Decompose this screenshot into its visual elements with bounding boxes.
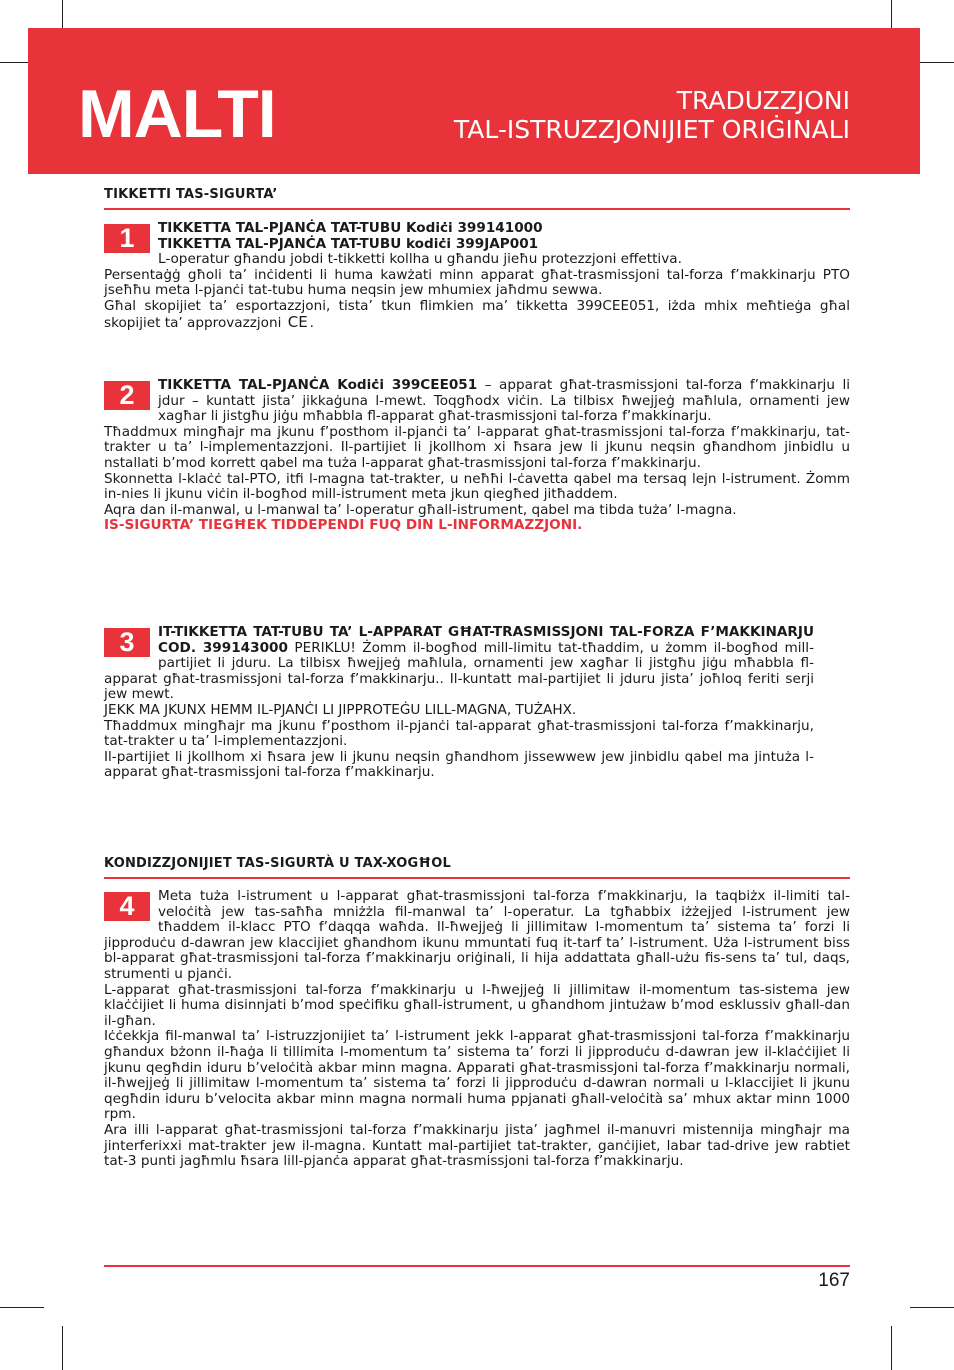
item-3 — [104, 625, 814, 781]
item-1-title-1: TIKKETTA TAL-PJANĊA TAT-TUBU Kodiċi 399141000 — [158, 220, 543, 236]
safety-warning: IS-SIGURTA’ TIEGĦEK TIDDEPENDI FUQ DIN L-INFORMAZZJONI. — [104, 517, 583, 534]
ce-mark-icon: CE — [287, 312, 308, 331]
item-1-titles: TIKKETTA TAL-PJANĊA TAT-TUBU Kodiċi 399141000 TIKKETTA TAL-PJANĊA TAT-TUBU kodiċi 399JAP001 L-operatur għandu jobdi t-tikketti kollha u għandu jieħu protezzjoni effettiva. Persentaġġ għoli ta’ inċidenti li huma kawżati minn apparat għat-trasmissjoni tal-forza f’makkinarju PTO jseħħu meta l-pjanċi tat-tubu huma neqsin jew mhumiex jaħdmu sewwa. Għal skopijiet ta’ esportazzjoni, tista’ tkun flimkien ma’ tikketta 399CEE051, iżda mhix meħtieġa għal skopijiet ta’ approvazzjoni CE . — [104, 220, 850, 331]
item-2-text — [104, 378, 850, 534]
item-3-paragraph-4: Il-partijiet li jkollhom xi ħsara jew li jkunu neqsin għandhom jissewwew jew jinbidlu qabel ma jintuża l-apparat għat-trasmissjoni tal-forza f’makkinarju. — [104, 748, 814, 781]
item-number-badge: 4 — [104, 892, 150, 921]
item-3-lead: IT-TIKKETTA TAT-TUBU TA’ L-APPARAT GĦAT-TRASMISSJONI TAL-FORZA F’MAKKINARJU COD. 399143000 — [158, 624, 814, 656]
item-4-paragraph-1: Meta tuża l-istrument u l-apparat għat-trasmissjoni tal-forza f’makkinarju, la taqbiżx il-limiti tal-veloċità jew tas-saħħa mniżżla fil-manwal ta’ l-operatur. La tgħabbix iżżejjed l-istrument jew tħaddem il-klacc PTO f’daqqa waħda. Il-ħwejjeġ li jillimitaw l-momentum ta’ sistema ta’ forzi li jipproduċu d-dawran jew klaccijiet għandhom ikunu mmuntati fuq it-tarf ta’ l-istrument. Uża l-istrument biss bl-apparat għat-trasmissjoni tal-forza f’makkinarju oriġinali, li hija addattata għall-użu fis-sens ta’ tul, daqs, strumenti u pjanċi. — [104, 888, 850, 982]
item-4 — [104, 889, 850, 1170]
crop-mark — [910, 1307, 954, 1308]
item-number-badge: 3 — [104, 628, 150, 657]
item-4-text — [104, 889, 850, 1170]
item-2-paragraph-4: Aqra dan il-manwal, u l-manwal ta’ l-operatur għall-istrument, qabel ma tibda tuża’ l-magna. — [104, 501, 737, 518]
item-1 — [104, 221, 850, 331]
crop-mark — [891, 1326, 892, 1370]
item-1-paragraph-3: Għal skopijiet ta’ esportazzjoni, tista’ tkun flimkien ma’ tikketta 399CEE051, iżda mhix meħtieġa għal skopijiet ta’ approvazzjoni — [104, 297, 850, 331]
item-2-lead: TIKKETTA TAL-PJANĊA Kodiċi 399CEE051 — [158, 377, 478, 393]
item-4-paragraph-4: Ara illi l-apparat għat-trasmissjoni tal-forza f’makkinarju jista’ jagħmel il-manuvri mistennija mingħajr ma jinterferixxi mat-trakter jew il-magna. Kuntatt mal-partijiet tat-trakter, ganċijiet, labar tad-drive jew rabtiet tat-3 punti jagħmlu ħsara lill-pjanċa apparat għat-trasmissjoni tal-forza f’makkinarju. — [104, 1121, 850, 1170]
crop-mark — [0, 1307, 44, 1308]
language-title: MALTI — [78, 76, 276, 152]
item-1-paragraph-1: L-operatur għandu jobdi t-tikketti kollha u għandu jieħu protezzjoni effettiva. — [158, 251, 682, 268]
item-4-paragraph-2: L-apparat għat-trasmissjoni tal-forza f’makkinarju u l-ħwejjeġ li jillimitaw il-momentum tas-sistema jew klaċċijiet li huma disinnjati b’mod speċifiku għall-istrument, u għandhom jintużaw b’mod esklussiv għall-dan il-għan. — [104, 981, 850, 1029]
item-2-paragraph-3: Skonnetta l-klaċċ tal-PTO, itfi l-magna tat-trakter, u neħħi l-ċavetta qabel ma tersaq lejn l-istrument. Żomm in-nies li jkunu viċin il-bogħod mill-istrument meta jkun qiegħed jitħaddem. — [104, 470, 850, 503]
footer-divider — [104, 1265, 850, 1267]
item-2-paragraph-2: Tħaddmux mingħajr ma jkunu f’posthom il-pjanċi ta’ l-apparat għat-trasmissjoni tal-forza f’makkinarju, tat-trakter u ta’ l-implementazzjoni. Il-partijiet li jkollhom xi ħsara jew li jkunu neqsin għandhom jinbidlu u nstallati b’mod korrett qabel ma tuża l-apparat għat-trasmissjoni tal-forza f’makkinarju. — [104, 423, 850, 471]
document-title — [454, 86, 850, 144]
item-1-paragraph-2: Persentaġġ għoli ta’ inċidenti li huma kawżati minn apparat għat-trasmissjoni tal-forza f’makkinarju PTO jseħħu meta l-pjanċi tat-tubu huma neqsin jew mhumiex jaħdmu sewwa. — [104, 266, 850, 299]
item-2-paragraph-1: – apparat għat-trasmissjoni tal-forza f’makkinarju li jdur – kuntatt jista’ jikkaġuna l-mewt. Toqgħodx viċin. La tilbisx ħwejjeġ maħlula, ornamenti jew xagħar li jistgħu jiġu mħabbla fl-apparat għat-trasmissjoni tal-forza f’makkinarju. — [158, 377, 850, 425]
section-heading-conditions: KONDIZZJONIJIET TAS-SIGURTÀ U TAX-XOGĦOL — [104, 856, 850, 879]
item-number-badge: 2 — [104, 381, 150, 410]
item-2 — [104, 378, 850, 534]
title-line-2: TAL-ISTRUZZJONIJIET ORIĠINALI — [453, 115, 850, 144]
item-4-paragraph-3: Iċċekkja fil-manwal ta’ l-istruzzjonijiet ta’ l-istrument jekk l-apparat għat-trasmissjoni tal-forza f’makkinarju għandux bżonn il-ħaġa li tillimita l-momentum ta’ sistema ta’ forzi li jipproduċu d-dawran jew il-klaċċijiet li jkunu qegħdin iduru b’veloċità akbar minn magna. Apparati għat-trasmissjoni tal-forza f’makkinarju normali, il-ħwejjeġ li jillimitaw l-momentum ta’ sistema ta’ forzi li jipproduċu d-dawran normali u l-klaccijiet li jkunu qegħdin iduru b’velocita akbar minn magna normali huma ppjanati għall-veloċità sa’ mhux aktar minn 1000 rpm. — [104, 1028, 850, 1123]
item-1-title-2: TIKKETTA TAL-PJANĊA TAT-TUBU kodiċi 399JAP001 — [158, 235, 539, 252]
item-3-paragraph-3: Tħaddmux mingħajr ma jkunu f’posthom il-pjanċi tal-apparat għat-trasmissjoni tal-forza f’makkinarju, tat-trakter u ta’ l-implementazzjoni. — [104, 717, 814, 750]
item-3-paragraph-1: PERIKLU! Żomm il-bogħod mill-limitu tat-tħaddim, u żomm il-bogħod mill-partijiet li jduru. La tilbisx ħwejjeġ maħlula, ornamenti jew xagħar li jistgħu jiġu mħabbla fl-apparat għat-trasmissjoni tal-forza f’makkinarju.. Il-kuntatt mal-partijiet li jduru jista’ joħloq feriti serji jew mewt. — [104, 639, 814, 703]
item-3-text — [104, 625, 814, 781]
page-number: 167 — [818, 1270, 850, 1291]
title-line-1: TRADUZZJONI — [676, 86, 850, 115]
item-number-badge: 1 — [104, 224, 150, 253]
crop-mark — [62, 1326, 63, 1370]
section-heading-labels: TIKKETTI TAS-SIGURTA’ — [104, 187, 850, 210]
item-3-paragraph-2: JEKK MA JKUNX HEMM IL-PJANĊI LI JIPPROTEĠU LILL-MAGNA, TUŻAHX. — [104, 701, 577, 718]
